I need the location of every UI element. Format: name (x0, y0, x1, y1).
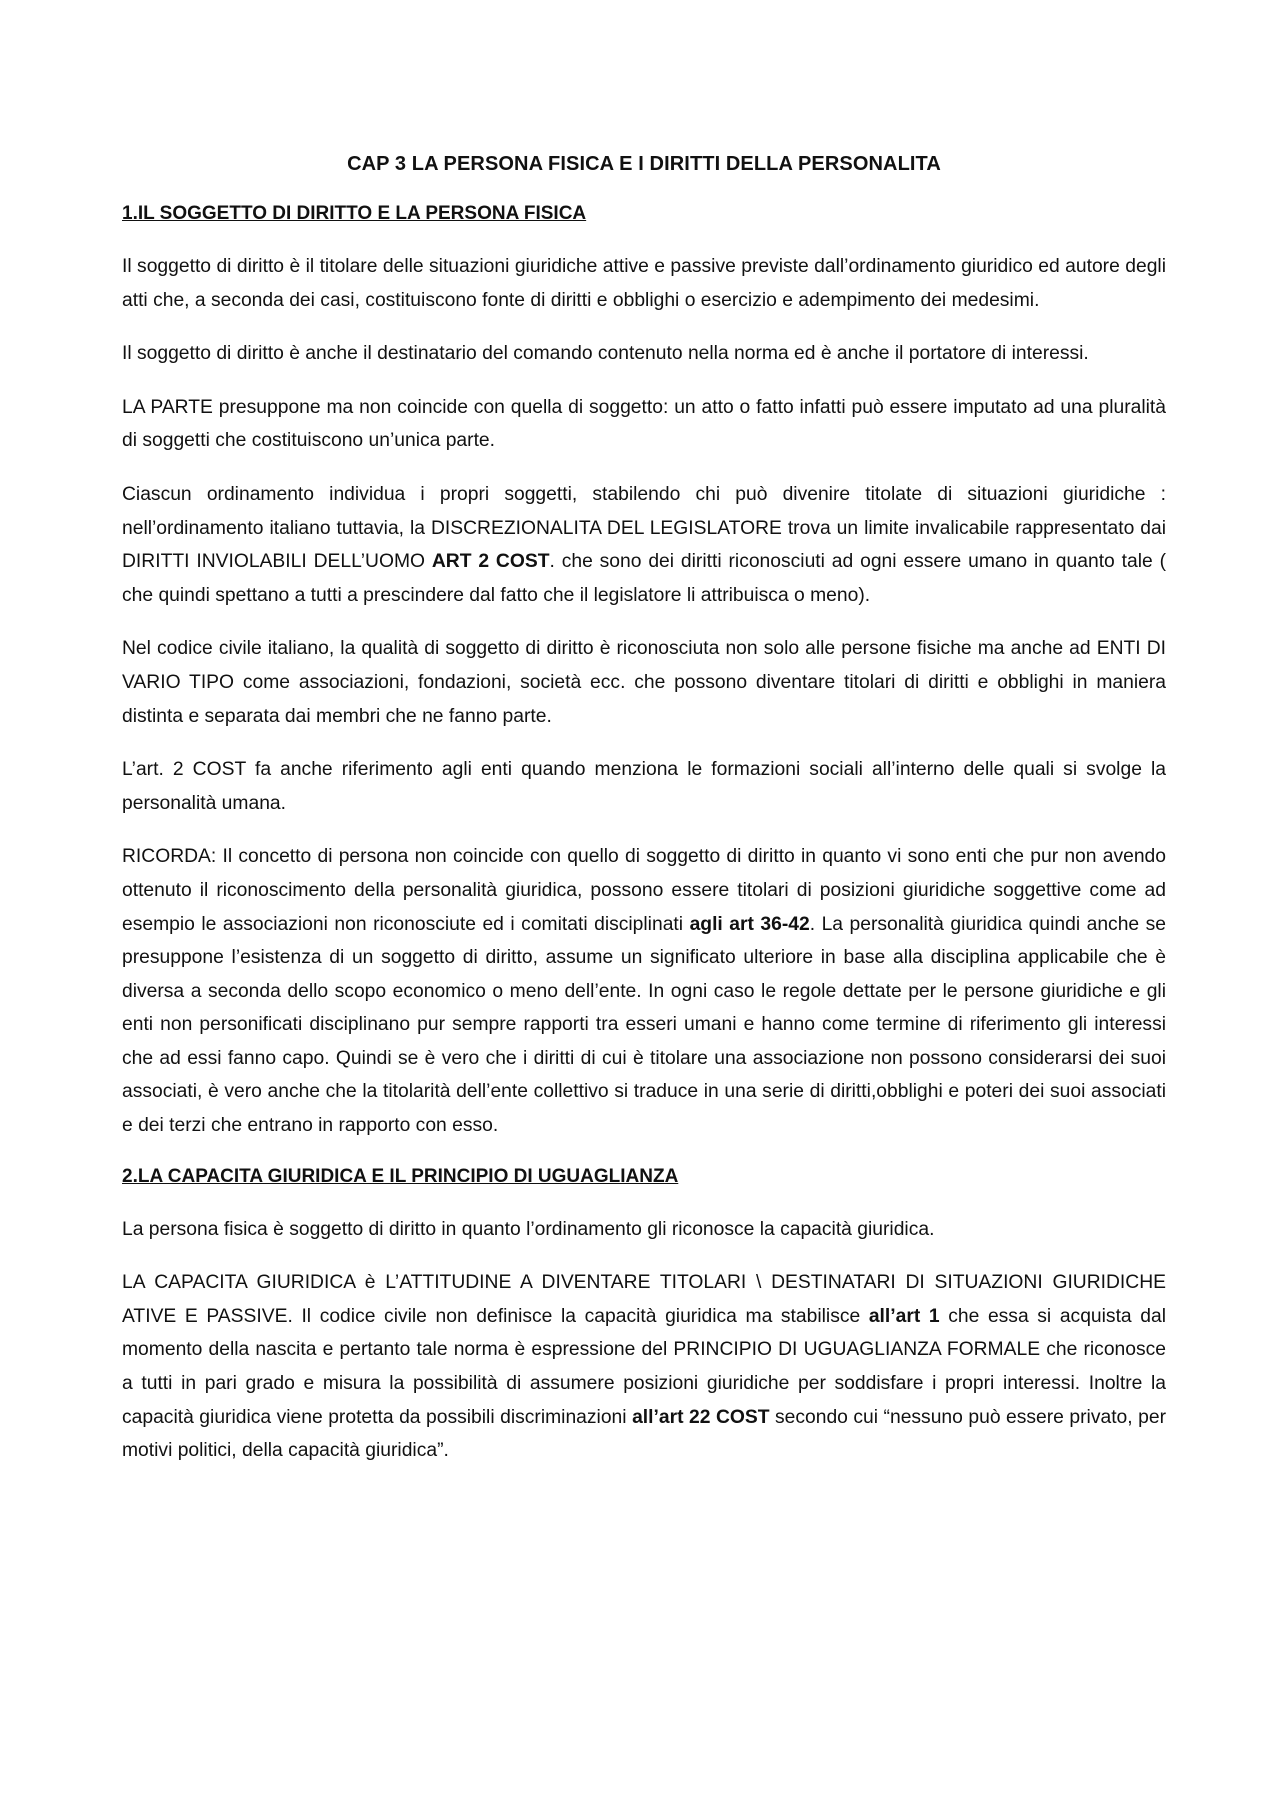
text-run: LA CAPACITA GIURIDICA è L’ATTITUDINE A DIVENTARE TITOLARI \ DESTINATARI DI SITUAZIONI GIURIDICHE ATIVE E PASSIVE. Il codice civile non definisce la capacità giuridica ma stabilisce (122, 1272, 1166, 1327)
text-run: . La personalità giuridica quindi anche se presuppone l’esistenza di un soggetto di diritto, assume un significato ulteriore in base alla disciplina applicabile che è diversa a seconda dello scopo economico o meno dell’ente. In ogni caso le regole dettate per le persone giuridiche e gli enti non personificati disciplinano pur sempre rapporti tra esseri umani e hanno come termine di riferimento gli interessi che ad essi fanno capo. Quindi se è vero che i diritti di cui è titolare una associazione non possono considerarsi dei suoi associati, è vero anche che la titolarità dell’ente collettivo si traduce in una serie di diritti,obblighi e poteri dei suoi associati e dei terzi che entrano in rapporto con esso. (122, 913, 1167, 1137)
section-2-heading: 2.LA CAPACITA GIURIDICA E IL PRINCIPIO DI UGUAGLIANZA (122, 1165, 679, 1187)
paragraph: LA PARTE presuppone ma non coincide con quella di soggetto: un atto o fatto infatti può essere imputato ad una pluralità di soggetti che costituiscono un’unica parte. (122, 396, 1166, 452)
paragraph (122, 840, 1166, 1142)
document-page (122, 150, 1166, 1488)
section-1-heading: 1.IL SOGGETTO DI DIRITTO E LA PERSONA FISICA (122, 203, 587, 224)
bold-reference: all’art 1 (868, 1305, 940, 1327)
paragraph: Nel codice civile italiano, la qualità di soggetto di diritto è riconosciuta non solo alle persone fisiche ma anche ad ENTI DI VARIO TIPO come associazioni, fondazioni, società ecc. che possono diventare titolari di diritti e obblighi in maniera distinta e separata dai membri che ne fanno parte. (122, 638, 1166, 727)
bold-reference: agli art 36-42 (689, 913, 810, 935)
paragraph: Il soggetto di diritto è anche il destinatario del comando contenuto nella norma ed è anche il portatore di interessi. (122, 343, 1089, 365)
text-run: Ciascun ordinamento individua i propri soggetti, stabilendo chi può divenire titolate di situazioni giuridiche : nell’ordinamento italiano tuttavia, la DISCREZIONALITA DEL LEGISLATORE trova un limite invalicabile rappresentato dai DIRITTI INVIOLABILI DELL’UOMO (122, 483, 1166, 573)
paragraph: Il soggetto di diritto è il titolare delle situazioni giuridiche attive e passive previste dall’ordinamento giuridico ed autore degli atti che, a seconda dei casi, costituiscono fonte di diritti e obblighi o esercizio e adempimento dei medesimi. (122, 256, 1166, 311)
bold-reference: all’art 22 COST (632, 1406, 770, 1428)
paragraph: L’art. 2 COST fa anche riferimento agli enti quando menziona le formazioni sociali all’interno delle quali si svolge la personalità umana. (122, 759, 1166, 814)
text-run: . che sono dei diritti riconosciuti ad ogni essere umano in quanto tale ( che quindi spettano a tutti a prescindere dal fatto che il legislatore li attribuisca o meno). (122, 551, 1167, 606)
bold-reference: ART 2 COST (431, 551, 550, 573)
text-run: che essa si acquista dal momento della nascita e pertanto tale norma è espressione del PRINCIPIO DI UGUAGLIANZA FORMALE che riconosce a tutti in pari grado e misura la possibilità di assumere posizioni giuridiche per soddisfare i propri interessi. Inoltre la capacità giuridica viene protetta da possibili discriminazioni (122, 1305, 1166, 1428)
document-title: CAP 3 LA PERSONA FISICA E I DIRITTI DELLA PERSONALITA (347, 153, 941, 175)
text-run: RICORDA: Il concetto di persona non coincide con quello di soggetto di diritto in quanto vi sono enti che pur non avendo ottenuto il riconoscimento della personalità giuridica, possono essere titolari di posizioni giuridiche soggettive come ad esempio le associazioni non riconosciute ed i comitati disciplinati (122, 846, 1166, 935)
paragraph: La persona fisica è soggetto di diritto in quanto l’ordinamento gli riconosce la capacità giuridica. (122, 1218, 935, 1240)
text-run: secondo cui “nessuno può essere privato, per motivi politici, della capacità giuridica”. (122, 1406, 1166, 1462)
paragraph (122, 478, 1166, 612)
paragraph (122, 1266, 1166, 1468)
